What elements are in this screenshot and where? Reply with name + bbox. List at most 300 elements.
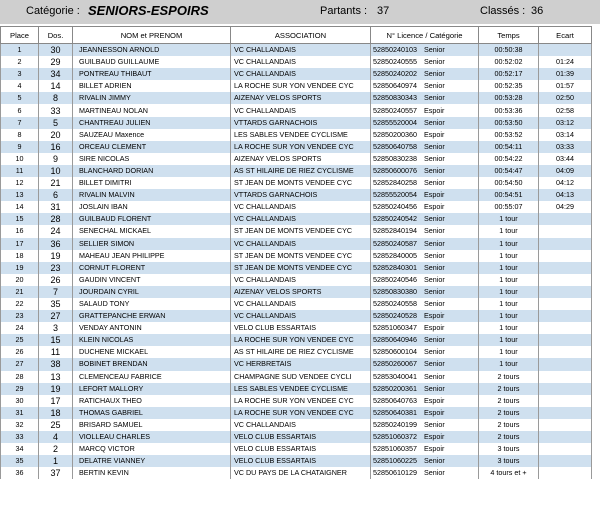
cell-place: 22 bbox=[1, 298, 39, 310]
cell-dos: 28 bbox=[39, 213, 73, 225]
cell-name: CLEMENCEAU FABRICE bbox=[73, 371, 231, 383]
cell-dos: 17 bbox=[39, 395, 73, 407]
cell-association: VC CHALLANDAIS bbox=[231, 419, 371, 431]
cell-association: ST JEAN DE MONTS VENDEE CYC bbox=[231, 250, 371, 262]
cell-licence bbox=[371, 44, 479, 57]
table-row bbox=[1, 322, 592, 334]
cell-place: 14 bbox=[1, 201, 39, 213]
cell-licence bbox=[371, 395, 479, 407]
cell-licence bbox=[371, 92, 479, 104]
col-header-temps: Temps bbox=[479, 27, 539, 44]
cell-dos: 11 bbox=[39, 346, 73, 358]
cell-ecart bbox=[539, 383, 592, 395]
classes-label: Classés : bbox=[480, 5, 526, 17]
cell-temps: 2 tours bbox=[479, 395, 539, 407]
cell-ecart bbox=[539, 419, 592, 431]
cell-temps: 00:53:50 bbox=[479, 117, 539, 129]
cell-temps: 00:53:36 bbox=[479, 104, 539, 116]
licence-number: 52850240587 bbox=[373, 238, 417, 248]
cell-ecart bbox=[539, 455, 592, 467]
cell-name: DUCHENE MICKAEL bbox=[73, 346, 231, 358]
cell-place: 16 bbox=[1, 225, 39, 237]
cell-name: JEANNESSON ARNOLD bbox=[73, 44, 231, 57]
cell-ecart bbox=[539, 286, 592, 298]
cell-name: GUILBAUD GUILLAUME bbox=[73, 56, 231, 68]
cell-association: VELO CLUB ESSARTAIS bbox=[231, 431, 371, 443]
cell-licence bbox=[371, 129, 479, 141]
cell-ecart bbox=[539, 238, 592, 250]
cell-dos: 15 bbox=[39, 334, 73, 346]
cell-dos: 14 bbox=[39, 80, 73, 92]
col-header-place: Place bbox=[1, 27, 39, 44]
cell-licence bbox=[371, 286, 479, 298]
cell-place: 1 bbox=[1, 44, 39, 57]
licence-category: Senior bbox=[423, 274, 445, 284]
table-row bbox=[1, 68, 592, 80]
cell-temps: 2 tours bbox=[479, 383, 539, 395]
licence-category: Senior bbox=[423, 57, 445, 67]
cell-dos: 38 bbox=[39, 358, 73, 370]
cell-temps: 00:54:22 bbox=[479, 153, 539, 165]
table-row bbox=[1, 201, 592, 213]
cell-association: VC HERBRETAIS bbox=[231, 358, 371, 370]
cell-association: AIZENAY VELOS SPORTS bbox=[231, 286, 371, 298]
cell-name: THOMAS GABRIEL bbox=[73, 407, 231, 419]
cell-name: PONTREAU THIBAUT bbox=[73, 68, 231, 80]
cell-dos: 19 bbox=[39, 250, 73, 262]
licence-category: Espoir bbox=[423, 323, 445, 333]
cell-licence bbox=[371, 68, 479, 80]
cell-licence bbox=[371, 80, 479, 92]
cell-dos: 26 bbox=[39, 274, 73, 286]
cell-name: GUILBAUD FLORENT bbox=[73, 213, 231, 225]
licence-number: 52850240202 bbox=[373, 69, 417, 79]
cell-place: 10 bbox=[1, 153, 39, 165]
table-row bbox=[1, 92, 592, 104]
table-row bbox=[1, 153, 592, 165]
cell-licence bbox=[371, 346, 479, 358]
cell-ecart: 04:12 bbox=[539, 177, 592, 189]
licence-number: 52850830343 bbox=[373, 93, 417, 103]
cell-name: JOURDAIN CYRIL bbox=[73, 286, 231, 298]
licence-number: 52851060372 bbox=[373, 432, 417, 442]
cell-licence bbox=[371, 419, 479, 431]
cell-temps: 2 tours bbox=[479, 371, 539, 383]
table-row bbox=[1, 117, 592, 129]
cell-temps: 2 tours bbox=[479, 407, 539, 419]
cell-name: SAUZEAU Maxence bbox=[73, 129, 231, 141]
table-row bbox=[1, 189, 592, 201]
licence-category: Senior bbox=[423, 262, 445, 272]
licence-number: 52850200360 bbox=[373, 129, 417, 139]
cell-name: SALAUD TONY bbox=[73, 298, 231, 310]
cell-ecart: 03:12 bbox=[539, 117, 592, 129]
licence-category: Senior bbox=[423, 69, 445, 79]
cell-association: ST JEAN DE MONTS VENDEE CYC bbox=[231, 225, 371, 237]
cell-ecart bbox=[539, 262, 592, 274]
cell-temps: 00:54:50 bbox=[479, 177, 539, 189]
cell-licence bbox=[371, 153, 479, 165]
partants-label: Partants : bbox=[320, 5, 368, 17]
cell-name: MARTINEAU NOLAN bbox=[73, 104, 231, 116]
cell-dos: 27 bbox=[39, 310, 73, 322]
cell-place: 18 bbox=[1, 250, 39, 262]
table-header-row bbox=[1, 27, 592, 44]
cell-ecart: 04:13 bbox=[539, 189, 592, 201]
cell-association: VC CHALLANDAIS bbox=[231, 238, 371, 250]
cell-association: VTTARDS GARNACHOIS bbox=[231, 189, 371, 201]
cell-name: MAHEAU JEAN PHILIPPE bbox=[73, 250, 231, 262]
cell-name: MARCQ VICTOR bbox=[73, 443, 231, 455]
licence-number: 52850240528 bbox=[373, 311, 417, 321]
cell-association: VC CHALLANDAIS bbox=[231, 68, 371, 80]
cell-dos: 4 bbox=[39, 431, 73, 443]
cell-association: VC CHALLANDAIS bbox=[231, 310, 371, 322]
cell-ecart bbox=[539, 250, 592, 262]
cell-temps: 3 tours bbox=[479, 443, 539, 455]
licence-category: Espoir bbox=[423, 105, 445, 115]
cell-association: LA ROCHE SUR YON VENDEE CYC bbox=[231, 334, 371, 346]
cell-dos: 10 bbox=[39, 165, 73, 177]
table-row bbox=[1, 358, 592, 370]
cell-temps: 1 tour bbox=[479, 225, 539, 237]
cell-temps: 1 tour bbox=[479, 346, 539, 358]
licence-category: Senior bbox=[423, 347, 445, 357]
col-header-licence: N° Licence / Catégorie bbox=[371, 27, 479, 44]
cell-dos: 2 bbox=[39, 443, 73, 455]
licence-category: Espoir bbox=[423, 395, 445, 405]
cell-licence bbox=[371, 334, 479, 346]
cell-place: 30 bbox=[1, 395, 39, 407]
cell-place: 12 bbox=[1, 177, 39, 189]
licence-category: Senior bbox=[423, 335, 445, 345]
cell-place: 5 bbox=[1, 92, 39, 104]
cell-dos: 20 bbox=[39, 129, 73, 141]
cell-place: 2 bbox=[1, 56, 39, 68]
cell-temps: 3 tours bbox=[479, 455, 539, 467]
cell-name: VENDAY ANTONIN bbox=[73, 322, 231, 334]
cell-licence bbox=[371, 177, 479, 189]
cell-place: 29 bbox=[1, 383, 39, 395]
licence-number: 52852840301 bbox=[373, 262, 417, 272]
cell-licence bbox=[371, 371, 479, 383]
cell-name: LEFORT MALLORY bbox=[73, 383, 231, 395]
cell-dos: 8 bbox=[39, 92, 73, 104]
cell-ecart: 02:50 bbox=[539, 92, 592, 104]
col-header-name: NOM et PRENOM bbox=[73, 27, 231, 44]
licence-number: 52850240542 bbox=[373, 214, 417, 224]
cell-dos: 13 bbox=[39, 371, 73, 383]
cell-ecart: 03:14 bbox=[539, 129, 592, 141]
cell-temps: 00:53:28 bbox=[479, 92, 539, 104]
cell-dos: 5 bbox=[39, 117, 73, 129]
cell-association: VC CHALLANDAIS bbox=[231, 104, 371, 116]
licence-category: Senior bbox=[423, 141, 445, 151]
licence-number: 52851060347 bbox=[373, 323, 417, 333]
cell-association: CHAMPAGNE SUD VENDEE CYCLI bbox=[231, 371, 371, 383]
cell-dos: 25 bbox=[39, 419, 73, 431]
cell-ecart: 01:39 bbox=[539, 68, 592, 80]
cell-temps: 00:54:47 bbox=[479, 165, 539, 177]
classes-value: 36 bbox=[531, 5, 544, 17]
cell-place: 24 bbox=[1, 322, 39, 334]
cell-licence bbox=[371, 56, 479, 68]
table-row bbox=[1, 141, 592, 153]
cell-temps: 00:54:11 bbox=[479, 141, 539, 153]
licence-number: 52855520004 bbox=[373, 117, 417, 127]
cell-dos: 21 bbox=[39, 177, 73, 189]
table-row bbox=[1, 286, 592, 298]
cell-ecart bbox=[539, 443, 592, 455]
cell-place: 7 bbox=[1, 117, 39, 129]
cell-dos: 24 bbox=[39, 225, 73, 237]
cell-ecart bbox=[539, 395, 592, 407]
licence-category: Senior bbox=[423, 153, 445, 163]
cell-ecart bbox=[539, 334, 592, 346]
cell-temps: 00:53:52 bbox=[479, 129, 539, 141]
cell-place: 9 bbox=[1, 141, 39, 153]
cell-place: 27 bbox=[1, 358, 39, 370]
table-row bbox=[1, 44, 592, 57]
table-row bbox=[1, 177, 592, 189]
licence-number: 52850200361 bbox=[373, 383, 417, 393]
cell-licence bbox=[371, 238, 479, 250]
cell-association: AIZENAY VELOS SPORTS bbox=[231, 92, 371, 104]
cell-place: 19 bbox=[1, 262, 39, 274]
licence-category: Senior bbox=[423, 419, 445, 429]
cell-temps: 1 tour bbox=[479, 322, 539, 334]
table-row bbox=[1, 407, 592, 419]
licence-number: 52850830238 bbox=[373, 153, 417, 163]
cell-ecart bbox=[539, 467, 592, 479]
licence-number: 52850640974 bbox=[373, 81, 417, 91]
cell-ecart: 01:57 bbox=[539, 80, 592, 92]
licence-category: Senior bbox=[423, 117, 445, 127]
licence-number: 52850240199 bbox=[373, 419, 417, 429]
table-row bbox=[1, 80, 592, 92]
cell-place: 33 bbox=[1, 431, 39, 443]
cell-name: CHANTREAU JULIEN bbox=[73, 117, 231, 129]
cell-ecart: 03:33 bbox=[539, 141, 592, 153]
cell-place: 3 bbox=[1, 68, 39, 80]
cell-dos: 29 bbox=[39, 56, 73, 68]
cell-name: BILLET ADRIEN bbox=[73, 80, 231, 92]
cell-name: CORNUT FLORENT bbox=[73, 262, 231, 274]
cell-licence bbox=[371, 310, 479, 322]
cell-name: SIRE NICOLAS bbox=[73, 153, 231, 165]
cell-association: VC CHALLANDAIS bbox=[231, 201, 371, 213]
licence-category: Senior bbox=[423, 226, 445, 236]
cell-dos: 36 bbox=[39, 238, 73, 250]
licence-number: 52850640763 bbox=[373, 395, 417, 405]
licence-category: Senior bbox=[423, 456, 445, 466]
cell-temps: 1 tour bbox=[479, 250, 539, 262]
cell-dos: 9 bbox=[39, 153, 73, 165]
cell-place: 25 bbox=[1, 334, 39, 346]
cell-association: LA ROCHE SUR YON VENDEE CYC bbox=[231, 80, 371, 92]
licence-number: 52852840005 bbox=[373, 250, 417, 260]
table-row bbox=[1, 165, 592, 177]
table-row bbox=[1, 395, 592, 407]
licence-category: Espoir bbox=[423, 202, 445, 212]
licence-number: 52850240546 bbox=[373, 274, 417, 284]
cell-association: VELO CLUB ESSARTAIS bbox=[231, 455, 371, 467]
cell-licence bbox=[371, 298, 479, 310]
cell-association: AIZENAY VELOS SPORTS bbox=[231, 153, 371, 165]
licence-category: Senior bbox=[423, 238, 445, 248]
cell-ecart bbox=[539, 310, 592, 322]
cell-association: AS ST HILAIRE DE RIEZ CYCLISME bbox=[231, 165, 371, 177]
cell-licence bbox=[371, 250, 479, 262]
table-row bbox=[1, 467, 592, 479]
licence-number: 52850600104 bbox=[373, 347, 417, 357]
table-row bbox=[1, 129, 592, 141]
cell-temps: 1 tour bbox=[479, 286, 539, 298]
cell-dos: 34 bbox=[39, 68, 73, 80]
cell-ecart bbox=[539, 371, 592, 383]
licence-category: Senior bbox=[423, 371, 445, 381]
partants-value: 37 bbox=[377, 5, 390, 17]
cell-place: 32 bbox=[1, 419, 39, 431]
cell-place: 36 bbox=[1, 467, 39, 479]
cell-licence bbox=[371, 225, 479, 237]
cell-place: 21 bbox=[1, 286, 39, 298]
licence-category: Senior bbox=[423, 286, 445, 296]
cell-place: 26 bbox=[1, 346, 39, 358]
cell-association: AS ST HILAIRE DE RIEZ CYCLISME bbox=[231, 346, 371, 358]
cell-temps: 1 tour bbox=[479, 298, 539, 310]
licence-category: Senior bbox=[423, 383, 445, 393]
cell-place: 6 bbox=[1, 104, 39, 116]
cell-name: DELATRE VIANNEY bbox=[73, 455, 231, 467]
licence-number: 52850260067 bbox=[373, 359, 417, 369]
licence-category: Espoir bbox=[423, 311, 445, 321]
cell-place: 20 bbox=[1, 274, 39, 286]
cell-name: BLANCHARD DORIAN bbox=[73, 165, 231, 177]
cell-ecart bbox=[539, 407, 592, 419]
category-header bbox=[0, 0, 600, 24]
licence-category: Senior bbox=[423, 45, 445, 55]
licence-number: 52850610129 bbox=[373, 468, 417, 478]
cell-association: VC CHALLANDAIS bbox=[231, 44, 371, 57]
cell-association: LA ROCHE SUR YON VENDEE CYC bbox=[231, 407, 371, 419]
cell-temps: 00:52:35 bbox=[479, 80, 539, 92]
table-row bbox=[1, 346, 592, 358]
table-row bbox=[1, 225, 592, 237]
cell-ecart bbox=[539, 225, 592, 237]
cell-place: 11 bbox=[1, 165, 39, 177]
cell-dos: 7 bbox=[39, 286, 73, 298]
cell-ecart bbox=[539, 322, 592, 334]
cell-temps: 00:50:38 bbox=[479, 44, 539, 57]
licence-number: 52850640381 bbox=[373, 407, 417, 417]
table-row bbox=[1, 262, 592, 274]
cell-name: ORCEAU CLEMENT bbox=[73, 141, 231, 153]
cell-ecart bbox=[539, 346, 592, 358]
cell-ecart: 02:58 bbox=[539, 104, 592, 116]
cell-dos: 30 bbox=[39, 44, 73, 57]
cell-name: BILLET DIMITRI bbox=[73, 177, 231, 189]
licence-number: 52852840194 bbox=[373, 226, 417, 236]
cell-dos: 3 bbox=[39, 322, 73, 334]
licence-number: 52851060357 bbox=[373, 444, 417, 454]
cell-ecart bbox=[539, 358, 592, 370]
cell-temps: 1 tour bbox=[479, 262, 539, 274]
cell-ecart: 03:44 bbox=[539, 153, 592, 165]
cell-name: BRISARD SAMUEL bbox=[73, 419, 231, 431]
cell-dos: 31 bbox=[39, 201, 73, 213]
cell-ecart bbox=[539, 274, 592, 286]
cell-name: RIVALIN JIMMY bbox=[73, 92, 231, 104]
table-row bbox=[1, 104, 592, 116]
cell-name: KLEIN NICOLAS bbox=[73, 334, 231, 346]
cell-dos: 33 bbox=[39, 104, 73, 116]
cell-ecart: 01:24 bbox=[539, 56, 592, 68]
cell-licence bbox=[371, 358, 479, 370]
cell-licence bbox=[371, 104, 479, 116]
table-row bbox=[1, 455, 592, 467]
cell-dos: 18 bbox=[39, 407, 73, 419]
cell-name: BOBINET BRENDAN bbox=[73, 358, 231, 370]
col-header-association: ASSOCIATION bbox=[231, 27, 371, 44]
cell-name: RIVALIN MALVIN bbox=[73, 189, 231, 201]
cell-name: GRATTEPANCHE ERWAN bbox=[73, 310, 231, 322]
cell-association: LES SABLES VENDEE CYCLISME bbox=[231, 129, 371, 141]
cell-name: BERTIN KEVIN bbox=[73, 467, 231, 479]
licence-number: 52850240456 bbox=[373, 202, 417, 212]
licence-number: 52852840258 bbox=[373, 178, 417, 188]
cell-association: VELO CLUB ESSARTAIS bbox=[231, 322, 371, 334]
cell-association: VELO CLUB ESSARTAIS bbox=[231, 443, 371, 455]
cell-temps: 1 tour bbox=[479, 310, 539, 322]
licence-category: Senior bbox=[423, 468, 445, 478]
cell-association: VC CHALLANDAIS bbox=[231, 213, 371, 225]
cell-name: RATICHAUX THEO bbox=[73, 395, 231, 407]
table-row bbox=[1, 334, 592, 346]
categorie-label: Catégorie : bbox=[26, 5, 80, 17]
table-row bbox=[1, 431, 592, 443]
licence-number: 52850240555 bbox=[373, 57, 417, 67]
col-header-ecart: Ecart bbox=[539, 27, 592, 44]
cell-association: LA ROCHE SUR YON VENDEE CYC bbox=[231, 141, 371, 153]
licence-category: Espoir bbox=[423, 129, 445, 139]
cell-temps: 1 tour bbox=[479, 358, 539, 370]
cell-temps: 2 tours bbox=[479, 431, 539, 443]
licence-number: 52850600076 bbox=[373, 165, 417, 175]
cell-licence bbox=[371, 383, 479, 395]
cell-place: 34 bbox=[1, 443, 39, 455]
cell-dos: 35 bbox=[39, 298, 73, 310]
licence-number: 52850240103 bbox=[373, 45, 417, 55]
cell-dos: 37 bbox=[39, 467, 73, 479]
licence-category: Espoir bbox=[423, 190, 445, 200]
cell-place: 13 bbox=[1, 189, 39, 201]
cell-temps: 00:52:02 bbox=[479, 56, 539, 68]
cell-licence bbox=[371, 189, 479, 201]
licence-number: 52855520054 bbox=[373, 190, 417, 200]
cell-place: 31 bbox=[1, 407, 39, 419]
results-table bbox=[0, 26, 592, 479]
licence-category: Senior bbox=[423, 165, 445, 175]
cell-association: VC CHALLANDAIS bbox=[231, 56, 371, 68]
cell-temps: 00:54:51 bbox=[479, 189, 539, 201]
cell-licence bbox=[371, 274, 479, 286]
cell-ecart bbox=[539, 298, 592, 310]
table-row bbox=[1, 238, 592, 250]
cell-ecart: 04:09 bbox=[539, 165, 592, 177]
cell-licence bbox=[371, 117, 479, 129]
cell-temps: 1 tour bbox=[479, 213, 539, 225]
